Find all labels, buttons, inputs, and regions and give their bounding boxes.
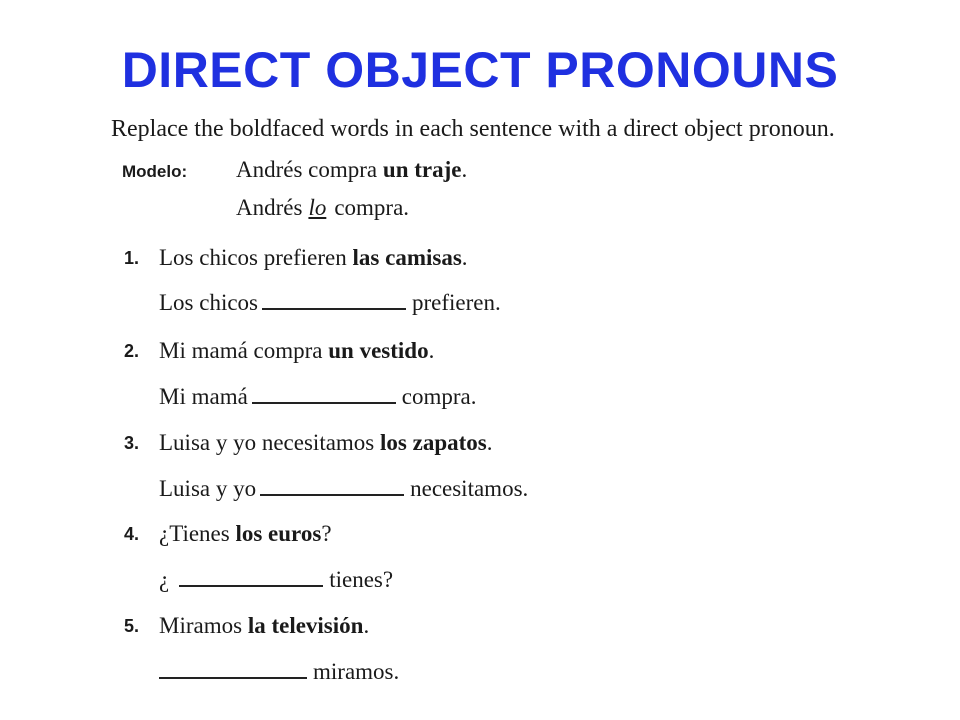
item-sentence bbox=[159, 519, 332, 549]
item-answer-line bbox=[159, 657, 399, 687]
item-number: 5. bbox=[124, 616, 140, 636]
modelo-bold-words: un traje bbox=[382, 157, 462, 182]
item-sentence-text: ¿Tienes bbox=[159, 521, 236, 546]
item-number: 2. bbox=[124, 341, 140, 361]
blank-suffix: compra. bbox=[401, 384, 477, 409]
item-sentence-end: . bbox=[428, 338, 435, 363]
item-answer-line bbox=[159, 565, 393, 595]
item-answer-line bbox=[159, 474, 528, 504]
modelo-sentence-end: . bbox=[461, 157, 468, 182]
answer-blank[interactable] bbox=[262, 308, 406, 310]
item-bold-words: la televisión bbox=[247, 613, 364, 638]
modelo-sentence-text: Andrés compra bbox=[236, 157, 383, 182]
instructions: Replace the boldfaced words in each sentence with a direct object pronoun. bbox=[111, 116, 835, 142]
blank-prefix: Los chicos bbox=[159, 290, 259, 315]
blank-suffix: necesitamos. bbox=[410, 476, 529, 501]
item-sentence bbox=[159, 336, 434, 366]
modelo-answer bbox=[236, 193, 409, 223]
blank-prefix: Luisa y yo bbox=[159, 476, 257, 501]
modelo-sentence bbox=[236, 155, 467, 185]
item-bold-words: un vestido bbox=[328, 338, 429, 363]
blank-suffix: miramos. bbox=[313, 659, 400, 684]
item-sentence-end: ? bbox=[321, 521, 332, 546]
modelo-answer-post: compra. bbox=[334, 195, 410, 220]
answer-blank[interactable] bbox=[260, 494, 404, 496]
item-sentence-end: . bbox=[363, 613, 370, 638]
item-sentence-text: Luisa y yo necesitamos bbox=[159, 430, 381, 455]
answer-blank[interactable] bbox=[159, 677, 307, 679]
item-bold-words: los zapatos bbox=[380, 430, 487, 455]
item-bold-words: los euros bbox=[235, 521, 322, 546]
item-sentence-end: . bbox=[461, 245, 468, 270]
blank-suffix: prefieren. bbox=[412, 290, 501, 315]
page-title: DIRECT OBJECT PRONOUNS bbox=[121, 42, 839, 98]
item-sentence-text: Los chicos prefieren bbox=[159, 245, 353, 270]
item-sentence bbox=[159, 611, 369, 641]
item-answer-line bbox=[159, 382, 477, 412]
item-sentence-text: Mi mamá compra bbox=[159, 338, 329, 363]
modelo-label: Modelo: bbox=[122, 162, 188, 181]
item-number: 1. bbox=[124, 248, 140, 268]
item-number: 4. bbox=[124, 524, 140, 544]
answer-blank[interactable] bbox=[252, 402, 396, 404]
item-number: 3. bbox=[124, 433, 140, 453]
blank-prefix: Mi mamá bbox=[159, 384, 248, 409]
item-sentence bbox=[159, 428, 492, 458]
item-answer-line bbox=[159, 288, 501, 318]
item-sentence bbox=[159, 243, 468, 273]
modelo-answer-pre: Andrés bbox=[236, 195, 303, 220]
answer-blank[interactable] bbox=[179, 585, 323, 587]
blank-suffix: tienes? bbox=[329, 567, 394, 592]
blank-prefix: ¿ bbox=[159, 567, 170, 592]
item-sentence-end: . bbox=[486, 430, 493, 455]
item-sentence-text: Miramos bbox=[159, 613, 248, 638]
item-bold-words: las camisas bbox=[352, 245, 462, 270]
modelo-answer-pronoun: lo bbox=[308, 195, 327, 220]
